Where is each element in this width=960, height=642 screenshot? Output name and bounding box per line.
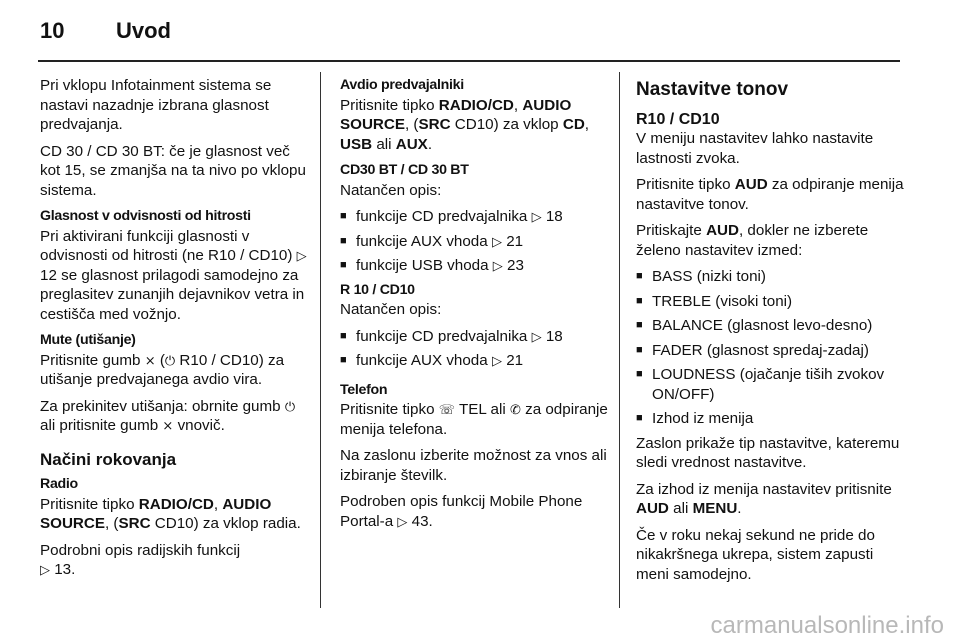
paragraph: Pritisnite tipko RADIO/CD, AUDIO SOURCE, (SRC CD10) za vklop CD, USB ali AUX.: [340, 96, 590, 153]
paragraph: Natančen opis:: [340, 301, 442, 318]
paragraph: Pri vklopu Infotainment sistema se nastavi nazadnje izbrana glasnost predvajanja.: [40, 77, 272, 133]
arrow-ref-icon: ▷: [492, 258, 503, 273]
list-item: ■ funkcije AUX vhoda ▷ 21: [340, 351, 610, 371]
list-item: ■ funkcije CD predvajalnika ▷ 18: [340, 207, 610, 227]
paragraph: Pri aktivirani funkciji glasnosti v odvisnosti od hitrosti (ne R10 / CD10) ▷ 12 se glasnost prilagodi samodejno za preglasitev zunanjih dejavnikov vetra in cestišča med vožnjo.: [40, 227, 307, 323]
paragraph: Za izhod iz menija nastavitev pritisnite AUD ali MENU.: [636, 480, 892, 517]
subheading-radio: Radio: [40, 476, 78, 492]
subheading-phone: Telefon: [340, 381, 388, 398]
phone-icon: ☏: [438, 402, 456, 417]
watermark: carmanualsonline.info: [710, 612, 944, 639]
list-item: ■ TREBLE (visoki toni): [636, 292, 904, 312]
subheading-cd30: CD30 BT / CD 30 BT: [340, 162, 469, 178]
paragraph: Za prekinitev utišanja: obrnite gumb ⏻ ali pritisnite gumb ⨯ vnovič.: [40, 397, 296, 434]
arrow-ref-icon: ▷: [40, 562, 50, 577]
paragraph: Pritisnite tipko AUD za odpiranje menija nastavitve tonov.: [636, 176, 904, 213]
mute-icon: ⨯: [162, 418, 174, 433]
list-item: ■ FADER (glasnost spredaj-zadaj): [636, 341, 904, 361]
arrow-ref-icon: ▷: [531, 209, 542, 224]
paragraph: Pritisnite tipko ☏ TEL ali ✆ za odpiranje menija telefona.: [340, 401, 608, 438]
column-divider: [619, 72, 620, 608]
list-item: ■ BASS (nizki toni): [636, 267, 904, 287]
list-item: ■ LOUDNESS (ojačanje tiših zvokov ON/OFF): [636, 365, 904, 404]
subheading-mute: Mute (utišanje): [40, 332, 136, 348]
paragraph: CD 30 / CD 30 BT: če je glasnost več kot 15, se zmanjša na ta nivo po vklopu sistema.: [40, 142, 306, 199]
paragraph: Pritisnite tipko RADIO/CD, AUDIO SOURCE, (SRC CD10) za vklop radia.: [40, 495, 301, 532]
paragraph: Zaslon prikaže tip nastavitve, kateremu sledi vrednost nastavitve.: [636, 434, 900, 471]
list-item: ■ funkcije USB vhoda ▷ 23: [340, 256, 610, 276]
subheading-speed-volume: Glasnost v odvisnosti od hitrosti: [40, 208, 251, 224]
arrow-ref-icon: ▷: [397, 513, 408, 529]
paragraph: Podroben opis funkcij Mobile Phone Portal-a ▷ 43.: [340, 493, 583, 530]
page-header: [40, 18, 171, 44]
arrow-ref-icon: ▷: [296, 248, 307, 263]
section-heading-modes: Načini rokovanja: [40, 449, 177, 469]
subheading-audio-players: Avdio predvajalniki: [340, 77, 464, 93]
list-item: ■ Izhod iz menija: [636, 409, 904, 429]
list-item: ■ BALANCE (glasnost levo-desno): [636, 316, 904, 336]
page-title: Uvod: [116, 18, 171, 43]
subheading-r10: R 10 / CD10: [340, 281, 415, 298]
power-icon: ⏻: [164, 352, 176, 368]
handset-icon: ✆: [509, 402, 521, 417]
page-number: 10: [40, 18, 65, 43]
paragraph: Na zaslonu izberite možnost za vnos ali izbiranje številk.: [340, 447, 607, 484]
paragraph: Pritisnite gumb ⨯ (⏻ R10 / CD10) za utišanje predvajanega avdio vira.: [40, 351, 285, 388]
section-title-tone-settings: Nastavitve tonov: [636, 79, 789, 100]
column-divider: [320, 72, 321, 608]
paragraph: Natančen opis:: [340, 181, 442, 199]
mute-icon: ⨯: [144, 352, 156, 368]
paragraph: V meniju nastavitev lahko nastavite lastnosti zvoka.: [636, 130, 874, 167]
list-item: ■ funkcije CD predvajalnika ▷ 18: [340, 327, 610, 347]
column-3: [636, 76, 904, 591]
arrow-ref-icon: ▷: [491, 233, 502, 249]
paragraph: Podrobni opis radijskih funkcij ▷ 13.: [40, 541, 241, 578]
arrow-ref-icon: ▷: [531, 328, 542, 344]
column-1: [40, 76, 310, 587]
list-item: ■ funkcije AUX vhoda ▷ 21: [340, 232, 610, 252]
paragraph: Pritiskajte AUD, dokler ne izberete želeno nastavitev izmed:: [636, 222, 869, 259]
column-2: [340, 76, 610, 538]
paragraph: Če v roku nekaj sekund ne pride do nikakršnega ukrepa, sistem zapusti meni samodejno.: [636, 526, 875, 583]
header-rule: [38, 60, 900, 62]
power-icon: ⏻: [284, 398, 296, 414]
subheading-r10-cd10: R10 / CD10: [636, 110, 720, 128]
arrow-ref-icon: ▷: [491, 353, 502, 368]
